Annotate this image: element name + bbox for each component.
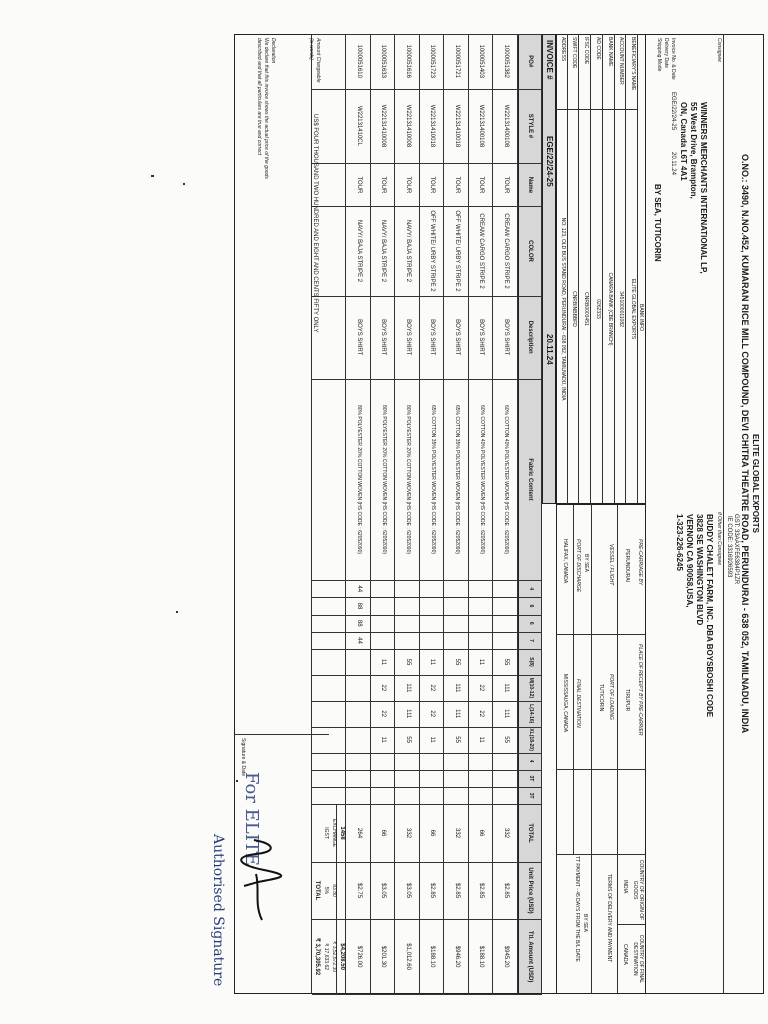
table-cell: 55 bbox=[404, 658, 411, 666]
table-cell: BOYS SHIRT bbox=[478, 319, 485, 356]
table-cell: $2.85 bbox=[502, 883, 509, 899]
table-cell: W22131410008 bbox=[404, 104, 411, 148]
table-cell bbox=[396, 580, 421, 597]
consignee-line1: 55 West Drive, Brampton, bbox=[689, 102, 698, 199]
terms-line1: BY SEA bbox=[582, 914, 588, 932]
loading-label: PORT OF LOADING bbox=[608, 674, 614, 720]
invoice-no-label: Invoice No. & Date bbox=[670, 38, 676, 80]
table-cell: 55 bbox=[502, 658, 509, 666]
bank-row-divider bbox=[637, 34, 638, 504]
invoice-sheet bbox=[210, 34, 764, 994]
exchange-label: EXCHANGE bbox=[331, 819, 338, 848]
table-header-cell: XL(18-20) bbox=[527, 728, 534, 751]
table-cell: $188.10 bbox=[478, 945, 485, 968]
declaration-label: Declaration bbox=[270, 38, 276, 64]
table-cell: $2.85 bbox=[478, 883, 485, 899]
igst-amount: ₹ 17,633.62 bbox=[323, 943, 330, 971]
table-cell: BOYS SHIRT bbox=[502, 319, 509, 356]
table-cell: 65% COTTON 35% POLYESTER WOVEN (HS CODE : 62052090) bbox=[429, 404, 436, 555]
table-cell bbox=[469, 615, 494, 632]
scan-speck bbox=[183, 183, 185, 185]
table-cell bbox=[494, 753, 519, 770]
notify-line2: VERNON CA 90058,USA, bbox=[685, 514, 694, 608]
table-cell bbox=[371, 770, 396, 787]
table-cell: 1000051382 bbox=[502, 44, 509, 78]
table-row bbox=[347, 34, 372, 994]
table-cell: 55 bbox=[453, 736, 460, 743]
table-cell: CREAM/ CARGO STRIPE 2 bbox=[502, 213, 509, 289]
table-cell bbox=[396, 753, 421, 770]
table-cell: 1000051616 bbox=[404, 44, 411, 78]
shipping-mode-label: Shipping Mode bbox=[656, 38, 662, 72]
shipping-mode-value: BY SEA, TUTICORIN bbox=[653, 184, 662, 262]
table-cell: W22131410018 bbox=[429, 104, 436, 148]
table-cell: OFF WHITE/ URBY STRIPE 2 bbox=[429, 210, 436, 292]
table-cell: 1000051610 bbox=[355, 44, 362, 78]
bank-info-title: BANK INFO bbox=[638, 304, 644, 331]
stamp-signature: Authorised Signature bbox=[210, 834, 226, 987]
table-cell: 111 bbox=[502, 683, 509, 693]
table-cell: $1,012.60 bbox=[404, 943, 411, 970]
table-header-cell: STYLE # bbox=[527, 113, 534, 139]
consignee-label: Consignee bbox=[716, 38, 722, 62]
table-cell: 11 bbox=[429, 658, 436, 666]
table-cell: 111 bbox=[453, 683, 460, 693]
table-cell bbox=[494, 787, 519, 804]
signature-label: Signature & Date bbox=[240, 738, 246, 777]
table-cell: TOUR bbox=[453, 176, 460, 194]
table-header-cell: Description bbox=[527, 320, 534, 354]
table-row bbox=[420, 34, 445, 994]
divider bbox=[723, 34, 724, 994]
table-header-cell: 4 bbox=[527, 587, 534, 591]
table-cell: TOUR bbox=[502, 176, 509, 194]
invoice-no-value: EGE/22/24-25 bbox=[670, 92, 676, 131]
table-cell: $188.10 bbox=[429, 945, 436, 968]
bank-row-label: BANK NAME bbox=[606, 37, 613, 67]
table-header-cell: 6 bbox=[527, 604, 534, 608]
table-cell: W22131410CL bbox=[355, 105, 362, 146]
ship-row-divider bbox=[591, 504, 592, 994]
terms-label: TERMS OF DELIVERY AND PAYMENT bbox=[606, 874, 612, 963]
bank-row-value: CNRBINBBBFD bbox=[571, 291, 578, 327]
table-cell bbox=[420, 597, 445, 614]
notify-label: If Other than Consignee bbox=[716, 512, 722, 566]
ship-col-divider bbox=[556, 769, 646, 770]
table-cell bbox=[469, 597, 494, 614]
table-cell: $201.30 bbox=[380, 945, 387, 968]
amount-words-sub: (in words) bbox=[308, 38, 314, 60]
bank-row-label: BENEFICIARY'S NAME bbox=[630, 37, 636, 91]
table-row bbox=[494, 34, 519, 994]
exchange-rate: 83.80 bbox=[331, 884, 338, 897]
table-cell bbox=[347, 753, 372, 770]
table-cell bbox=[371, 580, 396, 597]
ship-row-divider bbox=[573, 504, 574, 854]
table-header-cell: S(8) bbox=[527, 657, 534, 667]
table-cell: 1000051403 bbox=[478, 44, 485, 78]
exchange-amount: ₹ 3,52,672.30 bbox=[331, 941, 338, 973]
table-header-cell: 6 bbox=[527, 621, 534, 625]
table-header-cell: Fabric Content bbox=[527, 458, 534, 501]
final-label: FINAL DESTINATION bbox=[575, 679, 581, 728]
bank-row-value: ELITE GLOBAL EXPORTS bbox=[630, 278, 636, 340]
ship-col-divider bbox=[556, 854, 646, 855]
table-cell: 80% POLYESTER 20% COTTON WOVEN (HS CODE : 62052090) bbox=[380, 404, 387, 555]
loading-value: TUTICORIN bbox=[598, 684, 604, 712]
table-row-divider bbox=[541, 34, 542, 994]
table-cell bbox=[396, 597, 421, 614]
table-cell: $946.20 bbox=[453, 945, 460, 968]
ship-row-divider bbox=[617, 504, 618, 994]
table-cell: $3.05 bbox=[380, 883, 387, 899]
table-cell bbox=[469, 632, 494, 649]
table-cell bbox=[494, 615, 519, 632]
table-cell: TOUR bbox=[355, 176, 362, 194]
table-cell bbox=[445, 770, 470, 787]
table-cell: 60% COTTON 40% POLYESTER WOVEN (HS CODE : 62052090) bbox=[503, 404, 510, 555]
table-cell: 44 bbox=[355, 585, 362, 593]
total-label: TOTAL bbox=[314, 880, 321, 901]
declaration-line1: We declare that this invoice shows the actual price of the goods bbox=[263, 38, 269, 179]
discharge-value: HALIFAX, CANADA bbox=[562, 539, 568, 584]
table-cell bbox=[347, 787, 372, 804]
table-cell: 22 bbox=[429, 684, 436, 692]
table-cell bbox=[469, 770, 494, 787]
scan-speck bbox=[176, 611, 178, 613]
table-cell: TOUR bbox=[429, 176, 436, 194]
table-cell: 65% COTTON 35% POLYESTER WOVEN (HS CODE : 62052090) bbox=[454, 404, 461, 555]
table-cell: CREAM/ CARGO STRIPE 2 bbox=[478, 213, 485, 289]
amount-words-label: Amount Chargeable bbox=[315, 38, 321, 83]
table-cell bbox=[396, 770, 421, 787]
table-cell: 111 bbox=[502, 709, 509, 719]
bank-row-value: CANARA BANK (CBE BRANCH) bbox=[606, 272, 613, 346]
table-cell: 332 bbox=[404, 828, 411, 839]
table-cell: 80% POLYESTER 20% COTTON WOVEN (HS CODE : 62052090) bbox=[405, 404, 412, 555]
table-cell bbox=[396, 787, 421, 804]
signature-divider bbox=[234, 734, 329, 735]
table-cell bbox=[347, 649, 372, 675]
bank-row-divider bbox=[567, 34, 568, 504]
stamp-company: For ELITE bbox=[241, 772, 262, 867]
table-cell: OFF WHITE/ URBY STRIPE 2 bbox=[453, 210, 460, 292]
table-cell bbox=[494, 580, 519, 597]
table-cell: $2.85 bbox=[453, 883, 460, 899]
table-cell bbox=[347, 727, 372, 753]
table-header-cell: L(14-16) bbox=[527, 704, 534, 724]
table-cell: BOYS SHIRT bbox=[453, 319, 460, 356]
bank-row-divider bbox=[590, 34, 591, 504]
table-cell: 55 bbox=[453, 658, 460, 666]
table-cell: 22 bbox=[478, 710, 485, 718]
table-cell: 11 bbox=[478, 658, 485, 666]
table-cell bbox=[396, 615, 421, 632]
pre-carriage-value: PERUNDURAI bbox=[624, 549, 630, 583]
place-receipt-value: TIRUPUR bbox=[624, 689, 630, 712]
table-row bbox=[396, 34, 421, 994]
bank-row-divider bbox=[625, 34, 626, 504]
terms-line2: TT PAYMENT - 45 DAYS FROM THE B/L DATE bbox=[574, 856, 580, 962]
invoice-date-value: 20.11.24 bbox=[670, 152, 676, 175]
by-sea-value: BY SEA bbox=[583, 554, 589, 572]
bank-row-label: SWIFT CODE bbox=[571, 37, 578, 69]
bank-row-label: IFSC CODE bbox=[583, 37, 590, 65]
table-cell: 66 bbox=[478, 829, 485, 837]
table-cell bbox=[420, 787, 445, 804]
table-cell: 332 bbox=[453, 828, 460, 839]
ship-col-divider bbox=[556, 634, 646, 635]
company-iecode: IE CODE: 3316926593 bbox=[726, 516, 732, 578]
table-cell: $2.85 bbox=[429, 883, 436, 899]
pre-carriage-label: PRE-CARRIAGE BY bbox=[637, 539, 643, 586]
table-cell bbox=[469, 580, 494, 597]
table-cell: BOYS SHIRT bbox=[429, 319, 436, 356]
table-cell: NAVY/ BAJA STRIPE 2 bbox=[404, 219, 411, 283]
company-gst: GST: 33AAXFE6384P1ZR bbox=[733, 514, 739, 585]
table-cell bbox=[420, 770, 445, 787]
grand-total-amount: $4,208.50 bbox=[339, 943, 346, 970]
table-header-cell: 4 bbox=[527, 759, 534, 763]
amount-words-value: US$ FOUR THOUSAND TWO HUNDRED AND EIGHT AND CENTS FIFTY ONLY bbox=[312, 114, 318, 333]
notify-line3: 1-323-226-6245 bbox=[675, 514, 684, 571]
table-cell: 111 bbox=[453, 709, 460, 719]
table-cell bbox=[494, 632, 519, 649]
table-cell bbox=[445, 580, 470, 597]
consignee-name: WINNERS MERCHANTS INTERNATIONAL LP, bbox=[699, 102, 708, 274]
table-cell: BOYS SHIRT bbox=[355, 319, 362, 356]
handwritten-signature bbox=[229, 834, 284, 924]
bank-row-divider bbox=[602, 34, 603, 504]
table-cell bbox=[445, 787, 470, 804]
table-cell bbox=[420, 615, 445, 632]
table-cell: 55 bbox=[502, 736, 509, 743]
table-cell bbox=[420, 753, 445, 770]
table-cell: $726.00 bbox=[355, 945, 362, 968]
table-cell: 11 bbox=[380, 658, 387, 666]
table-header-cell: Name bbox=[527, 176, 534, 194]
table-cell: $3.05 bbox=[404, 883, 411, 899]
table-cell: TOUR bbox=[478, 176, 485, 194]
table-cell bbox=[347, 770, 372, 787]
table-cell: 332 bbox=[502, 828, 509, 839]
table-cell: 60% COTTON 40% POLYESTER WOVEN (HS CODE : 62052090) bbox=[478, 404, 485, 555]
final-value: MISSISSAUGA, CANADA bbox=[562, 674, 568, 733]
table-cell: 88 bbox=[355, 619, 362, 627]
table-cell: 22 bbox=[429, 710, 436, 718]
bank-row-value: CNRB0003451 bbox=[583, 292, 590, 326]
table-cell: 11 bbox=[478, 736, 485, 743]
ship-col-divider bbox=[618, 924, 646, 925]
table-cell bbox=[347, 701, 372, 727]
notify-line1: 3828 SE WASHINGTON BLVD bbox=[695, 514, 704, 626]
table-cell: 11 bbox=[380, 736, 387, 743]
table-cell: 1000051633 bbox=[380, 44, 387, 78]
table-cell: 80% POLYESTER 20% COTTON WOVEN (HS CODE : 62052090) bbox=[356, 404, 363, 555]
bank-row-label: ADDRESS bbox=[559, 37, 566, 62]
table-header-cell: Ttl. Amount (USD) bbox=[527, 930, 534, 983]
table-cell: 55 bbox=[404, 736, 411, 743]
table-cell bbox=[371, 615, 396, 632]
bank-row-value: 3451000011082 bbox=[618, 291, 625, 327]
final-dest-value: CANADA bbox=[622, 944, 628, 965]
table-cell: $945.20 bbox=[502, 945, 509, 968]
grand-total-qty: 1458 bbox=[339, 826, 346, 840]
bank-row-divider bbox=[614, 34, 615, 504]
table-header-cell: COLOR bbox=[527, 240, 534, 262]
table-cell: 1000051723 bbox=[429, 44, 436, 78]
table-cell bbox=[347, 675, 372, 701]
table-header-cell: 7 bbox=[527, 639, 534, 642]
declaration-line2: described and that all particulars are true and correct bbox=[256, 38, 262, 156]
table-cell: BOYS SHIRT bbox=[404, 319, 411, 356]
origin-label: COUNTRY OF ORIGIN OF GOODS bbox=[632, 859, 644, 921]
table-cell: 1000051721 bbox=[453, 44, 460, 78]
table-cell bbox=[445, 632, 470, 649]
table-cell: 11 bbox=[429, 736, 436, 743]
table-cell bbox=[445, 597, 470, 614]
notify-name: BUDDY CHALET FARM, INC. DBA BOYSBOSHI CODE bbox=[705, 514, 714, 718]
table-cell: BOYS SHIRT bbox=[380, 319, 387, 356]
table-row bbox=[371, 34, 396, 994]
table-cell bbox=[469, 753, 494, 770]
table-cell: TOUR bbox=[380, 176, 387, 194]
table-cell bbox=[494, 770, 519, 787]
origin-value: INDIA bbox=[622, 880, 628, 894]
company-name: ELITE GLOBAL EXPORTS bbox=[751, 434, 760, 533]
consignee-line2: ON, Canada L6T 4A1 bbox=[679, 102, 688, 181]
table-cell bbox=[420, 632, 445, 649]
table-cell bbox=[445, 753, 470, 770]
table-row bbox=[445, 34, 470, 994]
table-cell: W22131400108 bbox=[478, 104, 485, 148]
table-cell: 66 bbox=[429, 829, 436, 837]
table-cell bbox=[371, 753, 396, 770]
bank-row-value: 0262333 bbox=[594, 299, 601, 319]
table-cell: 22 bbox=[478, 684, 485, 692]
table-cell: 22 bbox=[380, 710, 387, 718]
bank-row-label: ACCOUNT NUMBER bbox=[618, 37, 625, 85]
table-header-cell: 3T bbox=[527, 792, 534, 799]
table-cell: 88 bbox=[355, 602, 362, 610]
invoice-number-date: 20.11.24 bbox=[545, 334, 554, 365]
igst-label: IGST bbox=[323, 827, 330, 839]
table-header-cell: M(10-12) bbox=[527, 677, 534, 699]
vessel-label: VESSEL / FLIGHT bbox=[608, 544, 614, 586]
table-cell bbox=[371, 597, 396, 614]
place-receipt-label: PLACE OF RECEIPT BY PRE-CARRIER bbox=[637, 644, 643, 736]
company-address: O.NO.: 3490, N.NO.452, KUMARAN RICE MILL COMPOUND, DEVI CHITRA THEATRE ROAD, PERUNDURAI - 638 052, TAMILNADU, INDIA bbox=[740, 154, 750, 734]
bank-row-value: NO: 123, OLD BUS STAND ROAD, PERUNDURAI - 638 052, TAMILNADU, INDIA bbox=[559, 217, 566, 401]
table-cell: $2.75 bbox=[355, 883, 362, 899]
table-header-cell: Unit Price (USD) bbox=[527, 867, 534, 914]
table-cell: W22131410008 bbox=[380, 104, 387, 148]
table-cell: TOUR bbox=[404, 176, 411, 194]
table-cell: W22131400108 bbox=[502, 104, 509, 148]
table-cell: 264 bbox=[355, 828, 362, 839]
table-header-cell: PO# bbox=[527, 55, 534, 68]
discharge-label: PORT OF DISCHARGE bbox=[575, 539, 581, 593]
bank-row-divider bbox=[579, 34, 580, 504]
table-cell: NAVY/ BAJA STRIPE 2 bbox=[380, 219, 387, 283]
scan-speck bbox=[151, 175, 154, 177]
table-cell: 22 bbox=[380, 684, 387, 692]
table-cell: 111 bbox=[404, 709, 411, 719]
table-cell: 66 bbox=[380, 829, 387, 837]
invoice-number-value: EGE/22/24-25 bbox=[545, 136, 554, 187]
table-cell bbox=[371, 632, 396, 649]
table-cell: 44 bbox=[355, 637, 362, 644]
table-cell bbox=[396, 632, 421, 649]
total-amount: ₹ 3,70,305.92 bbox=[314, 938, 321, 976]
invoice-number-bar bbox=[542, 34, 556, 504]
final-dest-label: COUNTRY OF FINAL DESTINATION bbox=[632, 934, 644, 984]
igst-pct: 5% bbox=[323, 886, 330, 895]
table-row bbox=[469, 34, 494, 994]
table-header-cell: TOTAL bbox=[527, 823, 534, 843]
table-cell: 111 bbox=[404, 683, 411, 693]
delivery-date-label: Delivery Date bbox=[663, 38, 669, 69]
table-cell: W22131410018 bbox=[453, 104, 460, 148]
invoice-number-label: INVOICE # bbox=[545, 40, 554, 80]
table-cell bbox=[445, 615, 470, 632]
table-cell: NAVY/ BAJA STRIPE 2 bbox=[355, 219, 362, 283]
table-cell bbox=[420, 580, 445, 597]
table-cell bbox=[494, 597, 519, 614]
table-cell bbox=[469, 787, 494, 804]
bank-row-label: AD CODE bbox=[594, 37, 601, 60]
table-header-cell: 3T bbox=[527, 775, 534, 782]
table-cell bbox=[371, 787, 396, 804]
table-col-divider bbox=[313, 994, 543, 995]
